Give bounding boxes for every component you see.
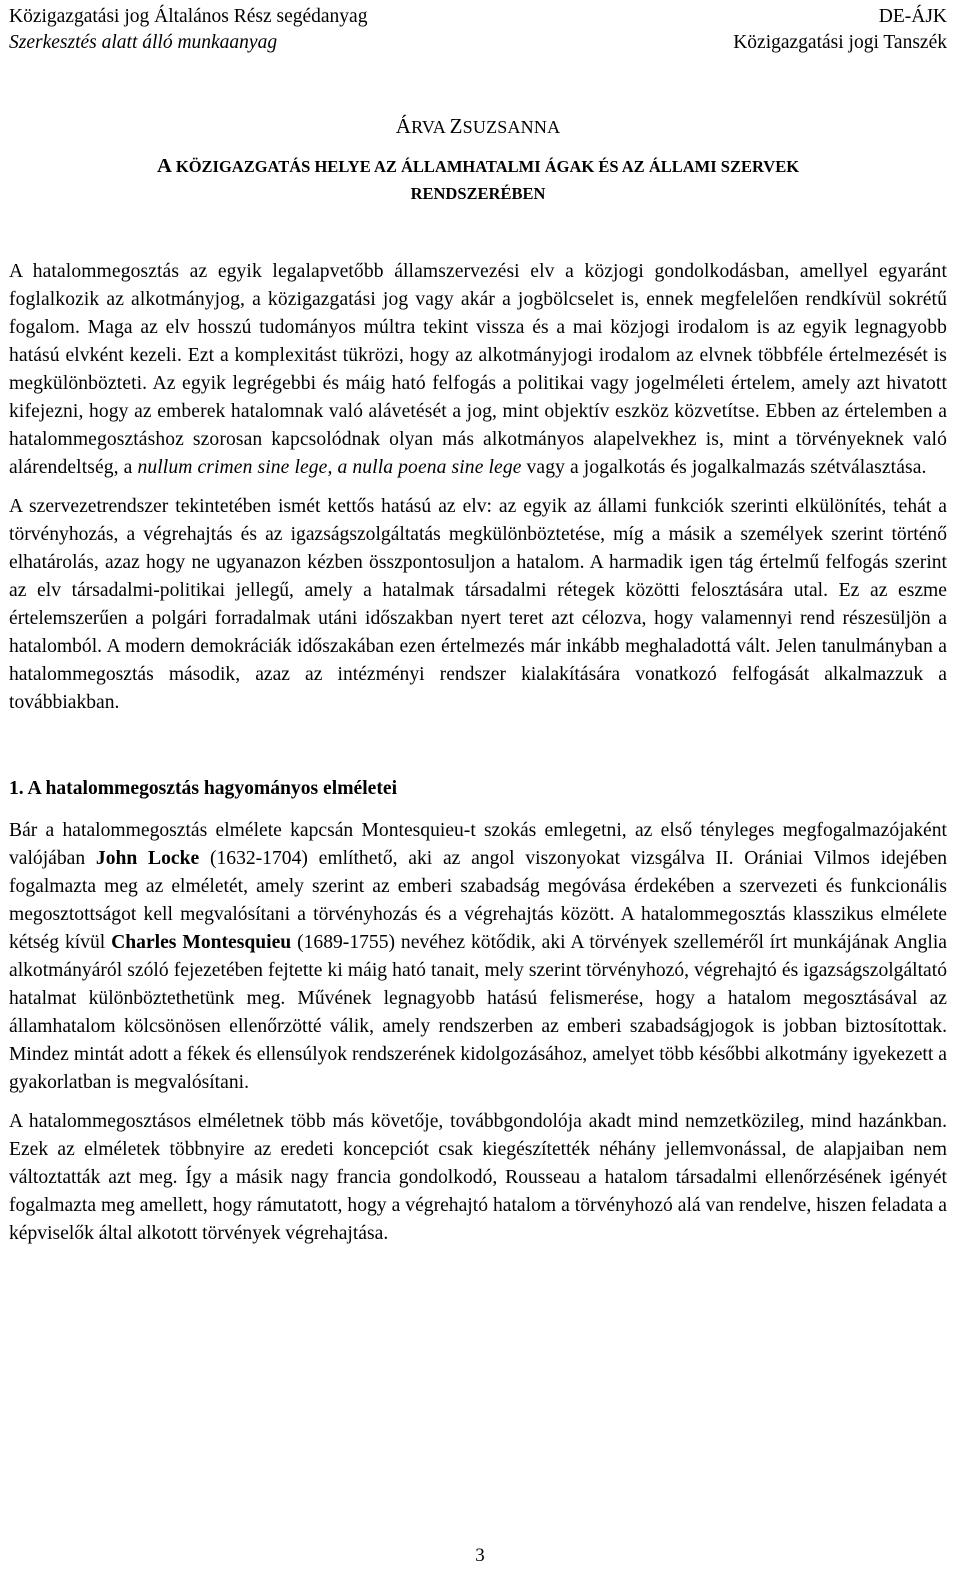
paragraph-3 bbox=[9, 817, 947, 1097]
paragraph-3-text-b: (1632-1704) említhető, aki az angol viszonyokat vizsgálva II. Orániai Vilmos idejében fogalmazta meg az elméletét, amely szerint az emberi szabadság megóvása érdekében a szervezeti és funkcionális megosztottságot kell megvalósítani a törvényhozás és a végrehajtás között. A hatalommegosztás klasszikus elmélete kétség kívül bbox=[9, 848, 947, 953]
header-left bbox=[9, 4, 367, 56]
paragraph-2: A szervezetrendszer tekintetében ismét kettős hatású az elv: az egyik az állami funkciók szerinti elkülönítés, tehát a törvényhozás, a végrehajtás és az igazságszolgáltatás megkülönböztetése, míg a másik a személyek szerint történő elhatárolás, azaz hogy ne ugyanazon kézben összpontosuljon a hatalom. A harmadik igen tág értelmű felfogás szerint az elv társadalmi-politikai jellegű, amely a hatalmak társadalmi rétegek közötti felosztására utal. Ez az eszme értelemszerűen a polgári forradalmak utáni időszakban nyert teret azt célozva, hogy valamennyi rend részesüljön a hatalomból. A modern demokráciák időszakában ezen értelmezés már inkább meghaladottá vált. Jelen tanulmányban a hatalommegosztás második, azaz az intézményi rendszer kialakítására vonatkozó felfogását alkalmazzuk a továbbiakban. bbox=[9, 496, 947, 713]
author-initial-last: Z bbox=[449, 114, 463, 138]
running-header bbox=[9, 0, 947, 56]
paragraph-3-locke: John Locke bbox=[95, 848, 200, 869]
header-faculty: DE-ÁJK bbox=[878, 6, 947, 27]
title-line-1-text: KÖZIGAZGATÁS HELYE AZ ÁLLAMHATALMI ÁGAK ÉS AZ ÁLLAMI SZERVEK bbox=[171, 157, 800, 176]
header-right bbox=[733, 4, 947, 56]
header-draft-note: Szerkesztés alatt álló munkaanyag bbox=[9, 32, 278, 53]
document-title bbox=[9, 153, 947, 207]
header-course-title: Közigazgatási jog Általános Rész segédanyag bbox=[9, 6, 368, 27]
author-name bbox=[9, 114, 947, 139]
title-line-1 bbox=[9, 153, 947, 180]
author-rest-first: RVA bbox=[411, 117, 450, 137]
author-initial-first: Á bbox=[395, 114, 412, 138]
header-department: Közigazgatási jogi Tanszék bbox=[733, 32, 947, 53]
paragraph-3-text-c: (1689-1755) nevéhez kötődik, aki A törvények szelleméről írt munkájának Anglia alkotmányáról szóló fejezetében fejtette ki máig ható tanait, mely szerint törvényhozó, végrehajtó és igazságszolgáltató hatalmat különböztethetünk meg. Művének legnagyobb hatású felismerése, hogy a hatalom megosztásával az államhatalom kölcsönösen ellenőrzötté válik, amely rendszerben az emberi szabadságjogok is jobban biztosítottak. Mindez mintát adott a fékek és ellensúlyok rendszerének kidolgozásához, amelyet több későbbi alkotmány igyekezett a gyakorlatban is megvalósítani. bbox=[9, 932, 947, 1093]
paragraph-3-montesquieu: Charles Montesquieu bbox=[111, 932, 292, 953]
paragraph-3-text-a: Bár a hatalommegosztás elmélete kapcsán Montesquieu-t szokás emlegetni, az első tényleges megfogalmazójaként valójában bbox=[9, 820, 947, 869]
paragraph-1-text-a: A hatalommegosztás az egyik legalapvetőbb államszervezési elv a közjogi gondolkodásban, amellyel egyaránt foglalkozik az alkotmányjog, a közigazgatási jog vagy akár a jogbölcselet is, ennek megfelelően rendkívül sokrétű fogalom. Maga az elv hosszú tudományos múltra tekint vissza és a mai közjogi irodalom is az egyik legnagyobb hatású elvként kezeli. Ezt a komplexitást tükrözi, hogy az alkotmányjogi irodalom az elvnek többféle értelmezését is megkülönbözteti. Az egyik legrégebbi és máig ható felfogás a politikai vagy jogelméleti értelem, amely azt hivatott kifejezni, hogy az emberek hatalomnak való alávetését a jog, mint objektív eszköz közvetítse. Ebben az értelemben a hatalommegosztáshoz szorosan kapcsolódnak olyan más alkotmányos alapelvekhez is, mint a törvényeknek való alárendeltség, a bbox=[9, 261, 947, 478]
page-number: 3 bbox=[475, 1545, 485, 1566]
title-initial: A bbox=[156, 155, 172, 177]
title-line-2: RENDSZERÉBEN bbox=[410, 184, 546, 203]
paragraph-1 bbox=[9, 258, 947, 482]
paragraph-1-latin-maxims: nullum crimen sine lege, a nulla poena sine lege bbox=[137, 457, 522, 478]
paragraph-4: A hatalommegosztásos elméletnek több más követője, továbbgondolója akadt mind nemzetközileg, mind hazánkban. Ezek az elméletek többnyire az eredeti koncepciót csak kiegészítették néhány jellemvonással, de alapjaiban nem változtatták azt meg. Így a másik nagy francia gondolkodó, Rousseau a hatalom társadalmi ellenőrzésének igényét fogalmazta meg amellett, hogy rámutatott, hogy a végrehajtó hatalom a törvényhozó alá van rendelve, hiszen feladata a képviselők által alkotott törvények végrehajtása. bbox=[9, 1111, 947, 1244]
paragraph-1-text-b: vagy a jogalkotás és jogalkalmazás szétválasztása. bbox=[521, 457, 927, 478]
author-rest-last: SUZSANNA bbox=[462, 117, 561, 137]
section-heading-1: 1. A hatalommegosztás hagyományos elméletei bbox=[9, 778, 398, 799]
